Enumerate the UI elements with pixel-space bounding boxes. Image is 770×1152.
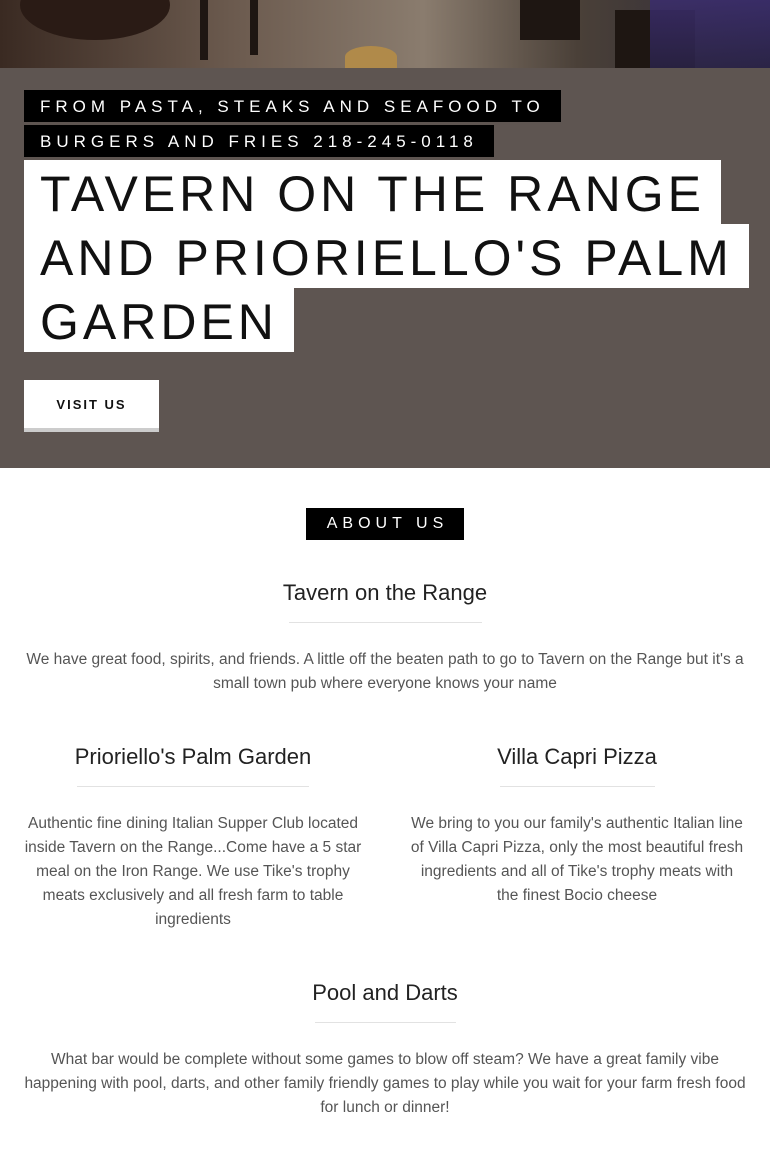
photo-stool [345, 46, 397, 68]
section-title-palm-garden: Prioriello's Palm Garden [74, 744, 312, 769]
section-title-pool-darts: Pool and Darts [312, 980, 458, 1005]
hero-title-line-3: GARDEN [24, 288, 294, 352]
section-text-palm-garden: Authentic fine dining Italian Supper Club located inside Tavern on the Range...Come have a 5 star meal on the Iron Range. We use Tike's trophy meats exclusively and all fresh farm to table ingredients [24, 815, 362, 928]
section-divider [289, 622, 482, 623]
photo-light [650, 0, 770, 68]
section-text-pool-darts: What bar would be complete without some games to blow off steam? We have a great family vibe happening with pool, darts, and other family friendly games to play while you wait for your farm fresh food for lunch or dinner! [24, 1051, 746, 1116]
section-divider [77, 786, 309, 787]
visit-us-button[interactable]: VISIT US [24, 380, 159, 432]
section-divider [500, 786, 655, 787]
section-text-villa-capri: We bring to you our family's authentic Italian line of Villa Capri Pizza, only the most beautiful fresh ingredients and all of Tike's trophy meats with the finest Bocio cheese [410, 815, 744, 904]
hero-photo [0, 0, 770, 68]
hero-title-line-2: AND PRIORIELLO'S PALM [24, 224, 749, 288]
photo-table [20, 0, 170, 40]
section-title-villa-capri: Villa Capri Pizza [497, 744, 657, 769]
section-text-tavern: We have great food, spirits, and friends. A little off the beaten path to go to Tavern on the Range but it's a small town pub where everyone knows your name [26, 651, 744, 692]
about-us-heading: ABOUT US [306, 508, 464, 540]
photo-chair-leg [250, 0, 258, 55]
section-divider [315, 1022, 456, 1023]
hero-tagline-line-1: FROM PASTA, STEAKS AND SEAFOOD TO [24, 90, 561, 122]
photo-chair [520, 0, 580, 40]
section-title-tavern: Tavern on the Range [282, 580, 488, 605]
hero-banner [0, 68, 770, 468]
photo-chair-leg [200, 0, 208, 60]
hero-tagline-line-2: BURGERS AND FRIES 218-245-0118 [24, 125, 494, 157]
hero-title-line-1: TAVERN ON THE RANGE [24, 160, 721, 224]
